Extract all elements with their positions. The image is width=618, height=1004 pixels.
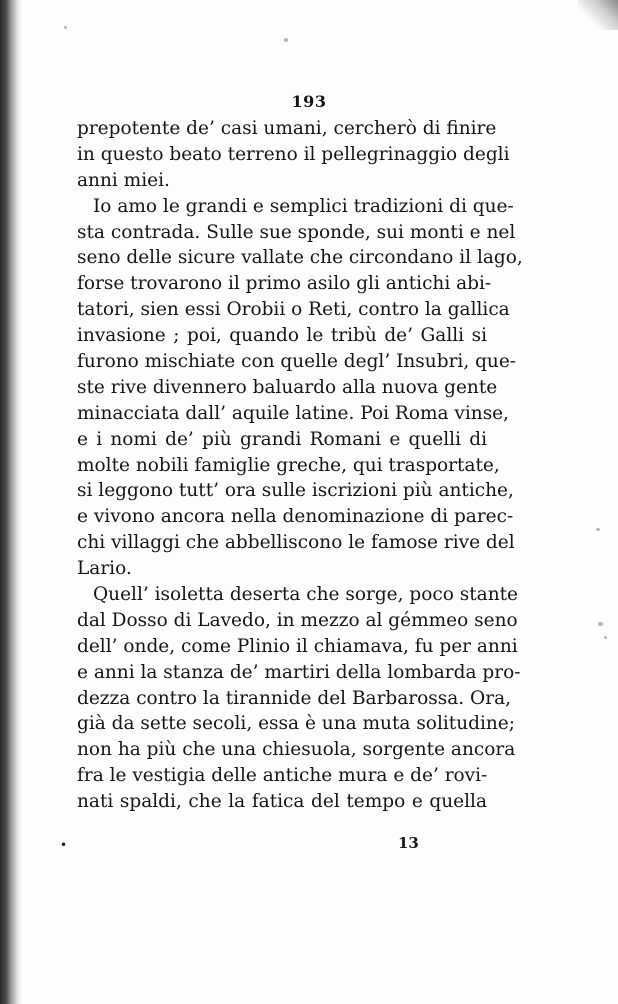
page-corner-curl (578, 0, 618, 30)
text-line: fra le vestigia delle antiche mura e de’ rovi- (77, 765, 488, 787)
text-line: ste rive divennero baluardo alla nuova gente (77, 376, 498, 398)
text-line: tatori, sien essi Orobii o Reti, contro la gallica (77, 299, 510, 321)
text-line: chi villaggi che abbelliscono le famose rive del (77, 532, 515, 554)
ink-speck (604, 636, 607, 639)
text-line: e vivono ancora nella denominazione di parec- (77, 506, 514, 528)
ink-speck (598, 622, 603, 626)
text-line: e i nomi de’ più grandi Romani e quelli di (77, 428, 487, 450)
text-line: già da sette secoli, essa è una muta solitudine; (77, 713, 515, 735)
text-line: dezza contro la tirannide del Barbarossa. Ora, (77, 687, 511, 709)
ink-speck (596, 528, 600, 531)
body-text (77, 116, 523, 815)
text-line: in questo beato terreno il pellegrinaggio degli (77, 143, 510, 165)
signature-mark: • (60, 838, 68, 852)
text-line: dal Dosso di Lavedo, in mezzo al gémmeo seno (77, 609, 518, 631)
ink-speck (64, 26, 67, 29)
text-line: dell’ onde, come Plinio il chiamava, fu per anni (77, 635, 518, 657)
text-line: seno delle sicure vallate che circondano il lago, (77, 247, 523, 269)
text-line: forse trovarono il primo asilo gli antichi abi- (77, 273, 492, 295)
ink-speck (284, 38, 288, 42)
signature-number: 13 (398, 834, 419, 852)
text-line: Lario. (77, 558, 132, 580)
text-line: nati spaldi, che la fatica del tempo e quella (77, 791, 487, 813)
text-line: Quell’ isoletta deserta che sorge, poco stante (93, 584, 518, 606)
text-line: invasione ; poi, quando le tribù de’ Galli si (77, 325, 487, 347)
page-number: 193 (291, 92, 327, 111)
text-line: sta contrada. Sulle sue sponde, sui monti e nel (77, 221, 516, 243)
text-line: anni miei. (77, 169, 170, 191)
text-line: e anni la stanza de’ martiri della lombarda pro- (77, 661, 521, 683)
text-line: Io amo le grandi e semplici tradizioni di que- (93, 195, 514, 217)
text-line: minacciata dall’ aquile latine. Poi Roma vinse, (77, 402, 510, 424)
text-line: non ha più che una chiesuola, sorgente ancora (77, 739, 516, 761)
text-line: molte nobili famiglie greche, qui trasportate, (77, 454, 500, 476)
page-binding-shadow (0, 0, 22, 1004)
text-line: furono mischiate con quelle degl’ Insubri, que- (77, 351, 517, 373)
text-line: si leggono tutt’ ora sulle iscrizioni più antiche, (77, 480, 514, 502)
text-line: prepotente de’ casi umani, cercherò di finire (77, 118, 497, 139)
